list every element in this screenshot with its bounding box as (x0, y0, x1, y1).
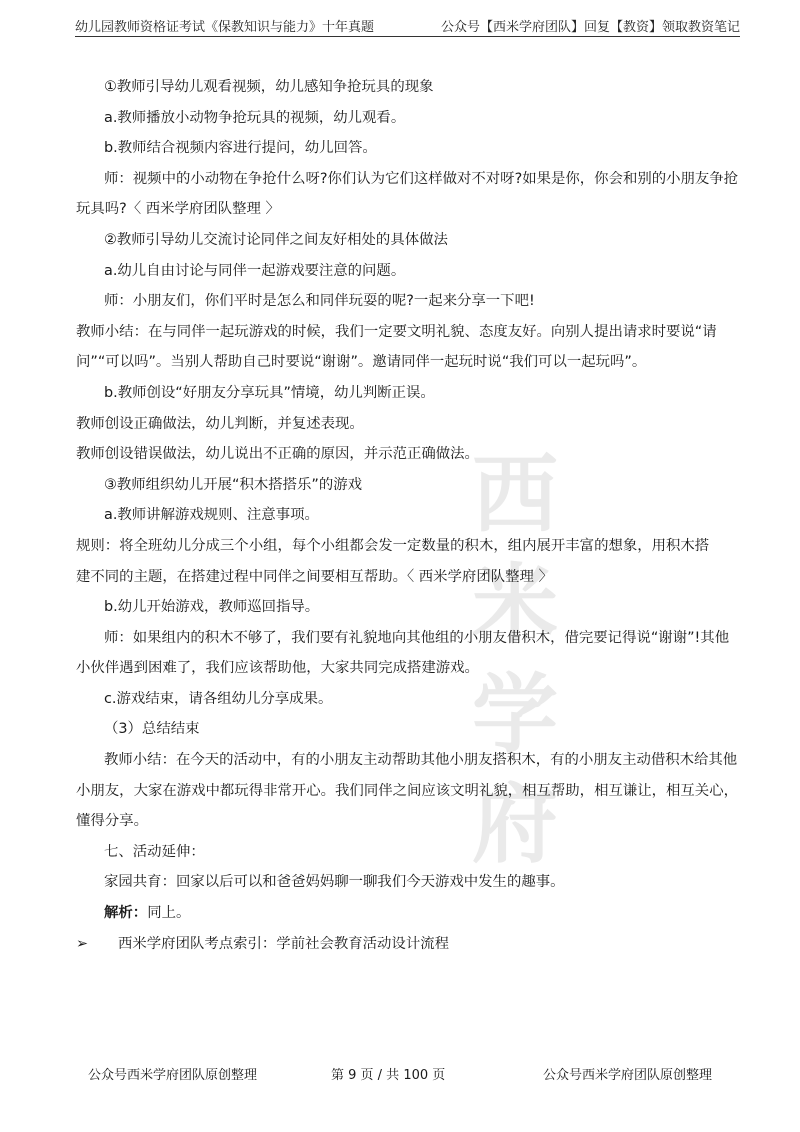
page-header (75, 10, 740, 37)
arrow-bullet-icon: ➢ (76, 935, 89, 952)
text-line: b.幼儿开始游戏，教师巡回指导。 (104, 599, 320, 616)
text-line: ②教师引导幼儿交流讨论同伴之间友好相处的具体做法 (104, 231, 448, 248)
document-body (76, 72, 739, 959)
text-line: b.教师结合视频内容进行提问，幼儿回答。 (104, 140, 377, 157)
text-line: 家园共育：回家以后可以和爸爸妈妈聊一聊我们今天游戏中发生的趣事。 (104, 874, 565, 891)
text-line: c.游戏结束，请各组幼儿分享成果。 (104, 690, 333, 707)
text-line: a.幼儿自由讨论与同伴一起游戏要注意的问题。 (104, 262, 406, 279)
watermark: 西米学府 (472, 444, 558, 875)
text-line: a.教师讲解游戏规则、注意事项。 (104, 507, 319, 524)
footer-right: 公众号西米学府团队原创整理 (543, 1068, 713, 1083)
text-line: 教师小结：在今天的活动中，有的小朋友主动帮助其他小朋友搭积木，有的小朋友主动借积木给其他 (104, 752, 738, 769)
text-line: 师：视频中的小动物在争抢什么呀?你们认为它们这样做对不对呀?如果是你，你会和别的小朋友争抢 (104, 170, 739, 187)
section-heading: 七、活动延伸： (104, 843, 205, 860)
text-line: 建不同的主题，在搭建过程中同伴之间要相互帮助。〈 西米学府团队整理 〉 (76, 568, 553, 585)
text-line: 小伙伴遇到困难了，我们应该帮助他，大家共同完成搭建游戏。 (76, 660, 479, 677)
text-line: ③教师组织幼儿开展“积木搭搭乐”的游戏 (104, 476, 363, 493)
text-line: 小朋友，大家在游戏中都玩得非常开心。我们同伴之间应该文明礼貌，相互帮助，相互谦让，相互关心， (76, 782, 738, 799)
text-line: a.教师播放小动物争抢玩具的视频，幼儿观看。 (104, 109, 406, 126)
page-footer (0, 1064, 800, 1084)
text-line: b.教师创设“好朋友分享玩具”情境，幼儿判断正误。 (104, 384, 435, 401)
text-line: 教师创设错误做法，幼儿说出不正确的原因，并示范正确做法。 (76, 446, 479, 463)
section-heading: （3）总结结束 (104, 721, 200, 738)
analysis-label: 解析： (104, 905, 148, 922)
analysis-line (76, 898, 736, 929)
text-line: ①教师引导幼儿观看视频，幼儿感知争抢玩具的现象 (104, 79, 434, 95)
header-title: 幼儿园教师资格证考试《保教知识与能力》十年真题 (75, 20, 375, 35)
index-bullet-line (76, 929, 736, 960)
text-line: 师：小朋友们，你们平时是怎么和同伴玩耍的呢?一起来分享一下吧! (104, 293, 535, 310)
text-line: 规则：将全班幼儿分成三个小组，每个小组都会发一定数量的积木，组内展开丰富的想象，用积木搭 (76, 537, 710, 554)
page-number: 第 9 页 / 共 100 页 (331, 1068, 446, 1083)
header-promo: 公众号【西米学府团队】回复【教资】领取教资笔记 (440, 20, 740, 35)
text-line: 懂得分享。 (76, 813, 148, 830)
analysis-text: 同上。 (147, 905, 191, 922)
text-line: 玩具吗?〈 西米学府团队整理 〉 (76, 201, 280, 218)
text-line: 问”“可以吗”。当别人帮助自己时要说“谢谢”。邀请同伴一起玩时说“我们可以一起玩吗”。 (76, 354, 647, 371)
footer-left: 公众号西米学府团队原创整理 (88, 1068, 258, 1083)
text-line: 师：如果组内的积木不够了，我们要有礼貌地向其他组的小朋友借积木，借完要记得说“谢谢”!其他 (104, 629, 730, 646)
index-bullet-text: 西米学府团队考点索引：学前社会教育活动设计流程 (118, 935, 449, 952)
text-line: 教师小结：在与同伴一起玩游戏的时候，我们一定要文明礼貌、态度友好。向别人提出请求时要说“请 (76, 323, 717, 340)
text-line: 教师创设正确做法，幼儿判断，并复述表现。 (76, 415, 364, 432)
